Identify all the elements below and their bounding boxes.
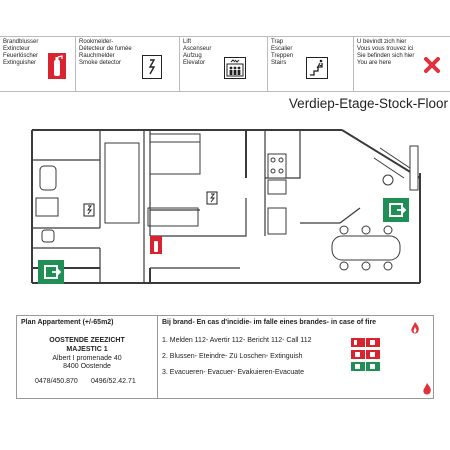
legend-stairs-text: Trap Escalier Treppen Stairs [271,39,294,66]
fire-extinguisher-icon [48,53,66,79]
flame-icon [410,322,420,334]
smoke-detector-icon [142,55,162,79]
apartment-city: 8400 Oostende [63,363,111,370]
safety-signs-icon [351,338,381,372]
elevator-icon [224,57,246,79]
info-box [16,315,434,399]
inner-walls [32,130,360,283]
fire-step-2: 2. Blussen- Eteindre- Zü Loschen- Extinguish [162,353,303,360]
you-are-here-x-icon [424,57,440,73]
emergency-exit-sign-right [383,198,409,222]
bathroom-fixtures [36,166,58,242]
floor-plan [0,118,450,288]
smoke-detector-2 [207,192,217,204]
apartment-info [17,316,158,398]
flame-icon-small [422,383,432,395]
legend-extinguisher [0,37,76,91]
legend-strip [0,36,450,92]
legend-smoke-detector-text: Rookmelder- Détecteur de fumée Rauchmelder Smoke detector [79,39,132,66]
phone-1: 0478/450.870 [35,378,78,385]
floor-title: Verdiep-Etage-Stock-Floor [288,96,448,111]
legend-smoke-detector [76,37,180,91]
plan-title: Plan Appartement (+/-65m2) [21,319,114,326]
apartment-name-line1: OOSTENDE ZEEZICHT [49,337,125,344]
legend-you-are-here [354,37,450,91]
room-1-wardrobe [105,143,198,226]
apartment-name-line2: MAJESTIC 1 [66,346,108,353]
room-1-bed [150,134,200,174]
legend-extinguisher-text: Brandblusser Extincteur Feuerlöscher Extinguisher [3,39,39,66]
phone-2: 0496/52.42.71 [91,378,136,385]
legend-stairs [268,37,354,91]
stairs-icon [306,57,328,79]
smoke-detector-1 [84,204,94,216]
apartment-address: Albert I promenade 40 [52,355,122,362]
fire-instructions-title: Bij brand- En cas d'incidie- im falle eines brandes- in case of fire [162,319,377,326]
emergency-exit-sign-left [38,260,64,284]
legend-elevator [180,37,268,91]
fire-extinguisher-marker [150,236,162,254]
legend-elevator-text: Lift Ascenseur Aufzug Elevator [183,39,212,66]
kitchen-stove [268,154,286,234]
fire-step-3: 3. Evacueren- Evacuer- Evakuieren-Evacuate [162,369,305,376]
legend-you-are-here-text: U bevindt zich hier Vous vous trouvez ici Sie befinden sich hier You are here [357,39,415,66]
fire-step-1: 1. Melden 112- Avertir 112- Bericht 112- Call 112 [162,337,312,344]
